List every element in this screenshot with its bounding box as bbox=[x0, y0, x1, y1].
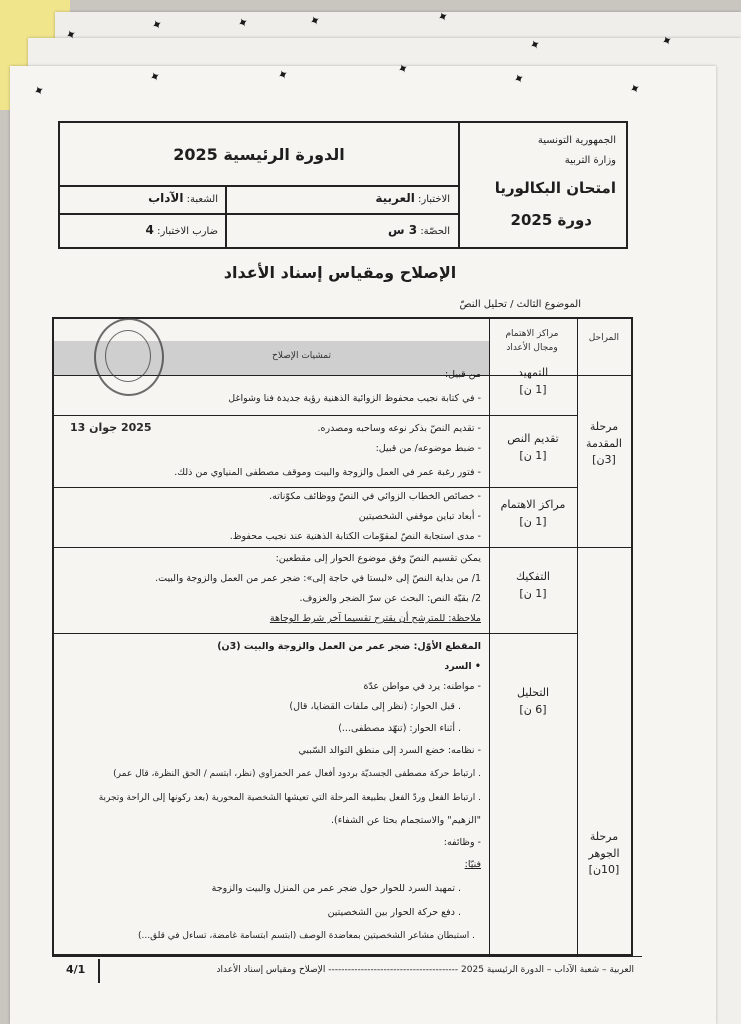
note-line: - في كتابة نجيب محفوظ الزوائية الذهنية رؤية جديدة فنا وشواغل bbox=[228, 393, 481, 404]
coefficient-field: ضارب الاختبار: 4 bbox=[145, 223, 218, 237]
footer-text: العربية – شعبة الآداب – الدورة الرئيسية 2025 ---------------------------------------- الإصلاح ومقياس إسناد الأعداد bbox=[216, 965, 634, 975]
watermark-icon: ✦ bbox=[627, 80, 644, 99]
ministry-name: وزارة التربية bbox=[564, 155, 616, 166]
watermark-icon: ✦ bbox=[149, 16, 166, 35]
header-notes: تمشيات الإصلاح bbox=[272, 351, 331, 361]
subject-field: الاختبار: العربية bbox=[375, 191, 450, 205]
watermark-icon: ✦ bbox=[307, 12, 324, 31]
duration-row bbox=[60, 213, 458, 247]
note-line: . دفع حركة الحوار بين الشخصيتين bbox=[327, 907, 461, 918]
stamp-date: 2025 جوان 13 bbox=[70, 421, 152, 434]
divider bbox=[98, 959, 100, 983]
note-line: - ضبط موضوعه/ من قبيل: bbox=[375, 443, 481, 454]
branch-field: الشعبة: الآداب bbox=[148, 191, 218, 205]
note-line: من قبيل: bbox=[444, 369, 481, 380]
divider bbox=[225, 185, 227, 247]
exam-info-block bbox=[60, 123, 458, 247]
note-line: "الزهيم" والاستجمام بحثا عن الشفاء). bbox=[330, 815, 481, 826]
divider bbox=[54, 415, 578, 416]
watermark-icon: ✦ bbox=[659, 32, 676, 51]
note-line: . قبل الحوار: (نظر إلى ملفات القضايا، قال) bbox=[289, 701, 461, 712]
page-number: 4/1 bbox=[66, 963, 86, 976]
ministry-block bbox=[458, 123, 626, 247]
stamp-inner-ring bbox=[105, 330, 151, 382]
stage-intro: مرحلة المقدمة [3ن] bbox=[586, 420, 622, 466]
watermark-icon: ✦ bbox=[435, 8, 452, 27]
label-focus: مراكز الاهتمام [1 ن] bbox=[500, 498, 566, 528]
document-title: الإصلاح ومقياس إسناد الأعداد bbox=[223, 263, 457, 282]
label-presentation: تقديم النص [1 ن] bbox=[507, 432, 559, 462]
branch-value: الآداب bbox=[148, 191, 184, 205]
watermark-icon: ✦ bbox=[235, 14, 252, 33]
subject-value: العربية bbox=[375, 191, 415, 205]
note-line: . تمهيد السرد للحوار حول ضجر عمر من المنزل والبيت والزوجة bbox=[211, 883, 461, 894]
note-line: المقطع الأوّل: ضجر عمر من العمل والزوجة والبيت (3ن) bbox=[217, 641, 481, 652]
note-line: . استبطان مشاعر الشخصيتين بمعاضدة الوصف (ابتسم ابتسامة غامضة، تساءل في قلق...) bbox=[138, 931, 475, 941]
watermark-icon: ✦ bbox=[527, 36, 544, 55]
note-line: ملاحظة: للمترشح أن يقترح تقسيما آخر شرط الوجاهة bbox=[269, 613, 481, 624]
note-line: 1/ من بداية النصّ إلى «لبستا في حاجة إلى»: ضجر عمر من العمل والزوجة والبيت. bbox=[155, 573, 481, 584]
grading-table bbox=[52, 317, 633, 956]
divider bbox=[54, 487, 578, 488]
note-line: . أثناء الحوار: (تنهّد مصطفى...) bbox=[338, 723, 461, 734]
note-line: - تقديم النصّ بذكر نوعه وساحبه ومصدره. bbox=[317, 423, 481, 434]
official-stamp bbox=[94, 318, 164, 396]
exam-header bbox=[58, 121, 628, 249]
divider bbox=[54, 547, 631, 548]
duration-value: 3 س bbox=[388, 223, 418, 237]
note-line: . ارتباط حركة مصطفى الجسديّة بردود أفعال عمر الحمزاوي (نظر، ابتسم / الحق النظرة، قال عمر) bbox=[113, 769, 481, 779]
watermark-icon: ✦ bbox=[63, 26, 80, 45]
watermark-icon: ✦ bbox=[31, 82, 48, 101]
note-line: - أبعاد تباين موقفي الشخصيتين bbox=[358, 511, 481, 522]
note-line: • السرد bbox=[444, 661, 481, 672]
page-footer bbox=[52, 956, 642, 985]
session-title: الدورة الرئيسية 2025 bbox=[60, 123, 458, 187]
watermark-icon: ✦ bbox=[511, 70, 528, 89]
topic-label: الموضوع الثالث / تحليل النصّ bbox=[459, 299, 581, 310]
exam-name: امتحان البكالوريا bbox=[494, 179, 616, 197]
duration-field: الحصّة: 3 س bbox=[388, 223, 450, 237]
note-line: - فتور رغبة عمر في العمل والزوجة والبيت وموقف مصطفى المنياوي من ذلك. bbox=[174, 467, 481, 478]
note-line: - نظامه: خضع السرد إلى منطق التوالد السّببي bbox=[298, 745, 481, 756]
session-year: دورة 2025 bbox=[510, 211, 592, 229]
label-tamhid: التمهيد [1 ن] bbox=[517, 366, 549, 396]
watermark-icon: ✦ bbox=[147, 68, 164, 87]
watermark-icon: ✦ bbox=[275, 66, 292, 85]
republic-name: الجمهورية التونسية bbox=[537, 135, 616, 146]
note-line: . ارتباط الفعل وردّ الفعل بطبيعة المرحلة التي تعيشها الشخصية المحورية (بعد ركونها إلى الراحة وتجربة bbox=[98, 793, 481, 803]
label-decomp: التفكيك [1 ن] bbox=[516, 570, 550, 600]
note-line: 2/ بقيّة النص: البحث عن سرّ الضجر والعزوف. bbox=[299, 593, 481, 604]
divider bbox=[54, 633, 578, 634]
watermark-icon: ✦ bbox=[395, 60, 412, 79]
header-focus: مراكز الاهتمام ومجال الأعداد bbox=[505, 329, 559, 354]
note-line: - وظائفه: bbox=[443, 837, 481, 848]
note-line: - مدى استجابة النصّ لمقوّمات الكتابة الذهنية عند نجيب محفوظ. bbox=[229, 531, 481, 542]
coefficient-value: 4 bbox=[145, 223, 154, 237]
note-line: فنيّا: bbox=[464, 859, 481, 870]
stage-core: مرحلة الجوهر [10ن] bbox=[588, 830, 620, 876]
note-line: - خصائص الخطاب الزوائي في النصّ ووظائف مكوّناته. bbox=[269, 491, 481, 502]
note-line: - مواطنه: يرد في مواطن عدّة bbox=[363, 681, 481, 692]
subject-row bbox=[60, 185, 458, 215]
note-line: يمكن تقسيم النصّ وفق موضوع الحوار إلى مقطعين: bbox=[275, 553, 481, 564]
label-analysis: التحليل [6 ن] bbox=[516, 686, 550, 716]
header-stages: المراحل bbox=[588, 333, 619, 343]
